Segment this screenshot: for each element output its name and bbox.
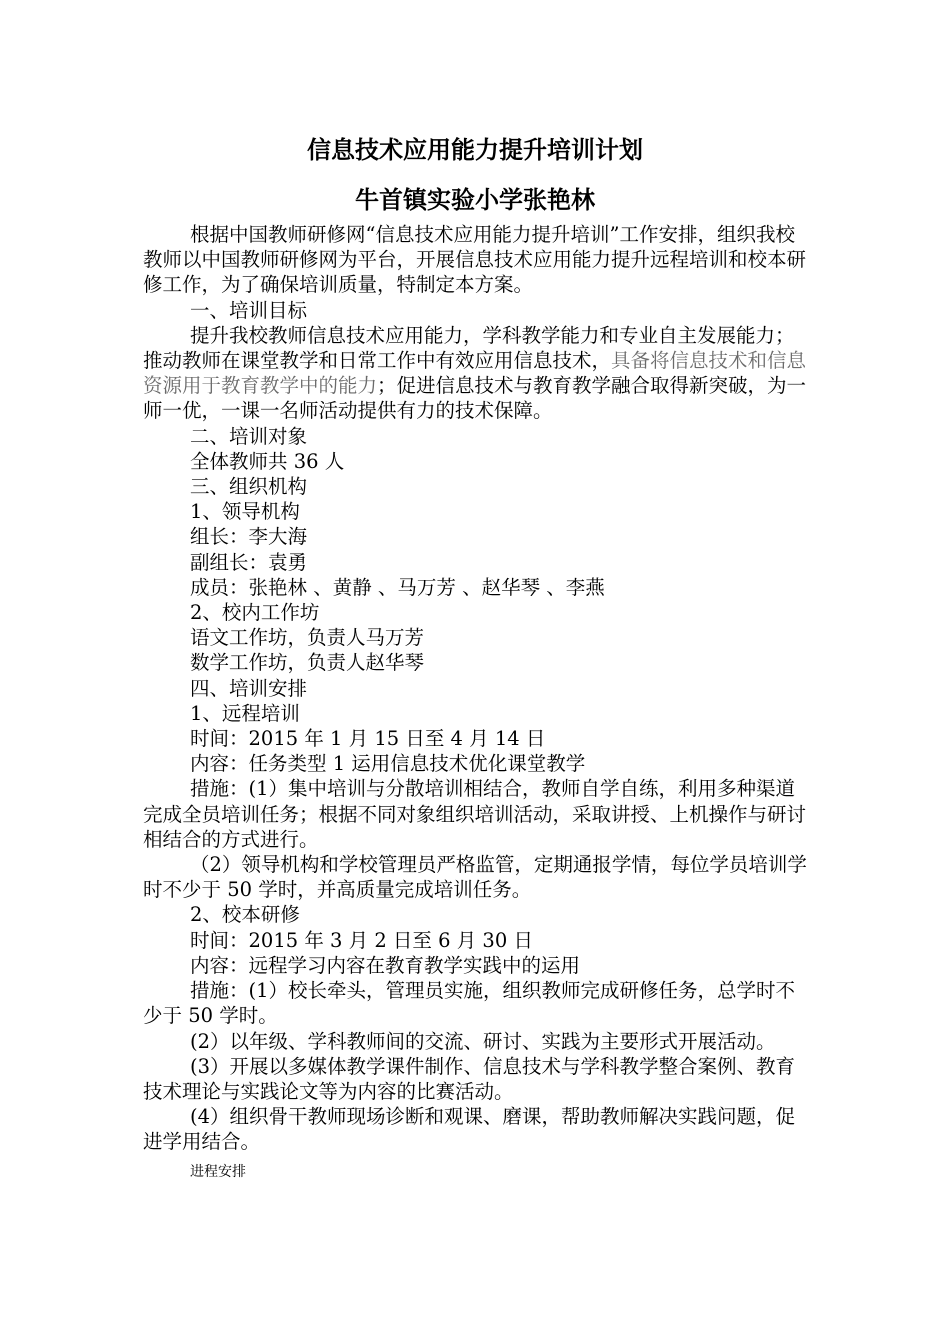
school-time: 时间：2015 年 3 月 2 日至 6 月 30 日 [190,928,533,952]
section-heading-organization: 三、组织机构 [190,475,308,499]
subheading-remote: 1、远程培训 [190,701,300,725]
remote-content: 内容：任务类型 1 运用信息技术优化课堂教学 [190,752,586,776]
vice-leader-line: 副组长：袁勇 [190,550,308,574]
remote-measure-1: 措施：(1）集中培训与分散培训相结合，教师自学自练，利用多种渠道完成全员培训任务；根据不同对象组织培训活动，采取讲授、上机操作与研讨相结合的方式进行。 [143,777,807,851]
school-measure-2: (2）以年级、学科教师间的交流、研讨、实践为主要形式开展活动。 [190,1029,776,1053]
section-heading-schedule: 四、培训安排 [190,676,308,700]
subheading-leadership: 1、领导机构 [190,500,300,524]
goals-text-b: 具备将信息技术和信息资源用于教育教学中的能力 [143,349,807,398]
leader-line: 组长：李大海 [190,525,308,549]
remote-measure-2: （2）领导机构和学校管理员严格监管，定期通报学情，每位学员培训学时不少于 50 学时，并高质量完成培训任务。 [143,853,807,902]
document-title: 信息技术应用能力提升培训计划 [307,136,643,164]
subheading-school-based: 2、校本研修 [190,903,300,927]
goals-paragraph [143,323,810,424]
school-content: 内容：远程学习内容在教育教学实践中的运用 [190,953,581,977]
section-heading-goals: 一、培训目标 [190,298,308,322]
progress-heading: 进程安排 [190,1163,246,1180]
intro-paragraph: 根据中国教师研修网“信息技术应用能力提升培训”工作安排，组织我校教师以中国教师研修网为平台，开展信息技术应用能力提升远程培训和校本研修工作，为了确保培训质量，特制定本方案。 [143,223,807,297]
section-heading-targets: 二、培训对象 [190,424,308,448]
school-measure-4: (4）组织骨干教师现场诊断和观课、磨课，帮助教师解决实践问题，促进学用结合。 [143,1105,796,1154]
members-line: 成员：张艳林 、黄静 、马万芳 、赵华琴 、李燕 [190,575,605,599]
remote-time: 时间：2015 年 1 月 15 日至 4 月 14 日 [190,727,546,751]
school-measure-1: 措施：(1）校长牵头，管理员实施，组织教师完成研修任务，总学时不少于 50 学时。 [143,979,796,1028]
goals-text-c: ；促进信息技术与教育教学融合取得新突破，为一师一优，一课一名师活动提供有力的技术保障。 [143,374,807,423]
document-body [143,222,810,1183]
workshop-chinese: 语文工作坊，负责人马万芳 [190,626,425,650]
targets-text: 全体教师共 36 人 [190,449,345,473]
subheading-workshops: 2、校内工作坊 [190,601,320,625]
document-subtitle: 牛首镇实验小学张艳林 [355,186,595,214]
goals-text-a: 提升我校教师信息技术应用能力，学科教学能力和专业自主发展能力；推动教师在课堂教学和日常工作中有效应用信息技术， [143,323,795,373]
school-measure-3: (3）开展以多媒体教学课件制作、信息技术与学科教学整合案例、教育技术理论与实践论文等为内容的比赛活动。 [143,1054,796,1103]
workshop-math: 数学工作坊，负责人赵华琴 [190,651,425,675]
